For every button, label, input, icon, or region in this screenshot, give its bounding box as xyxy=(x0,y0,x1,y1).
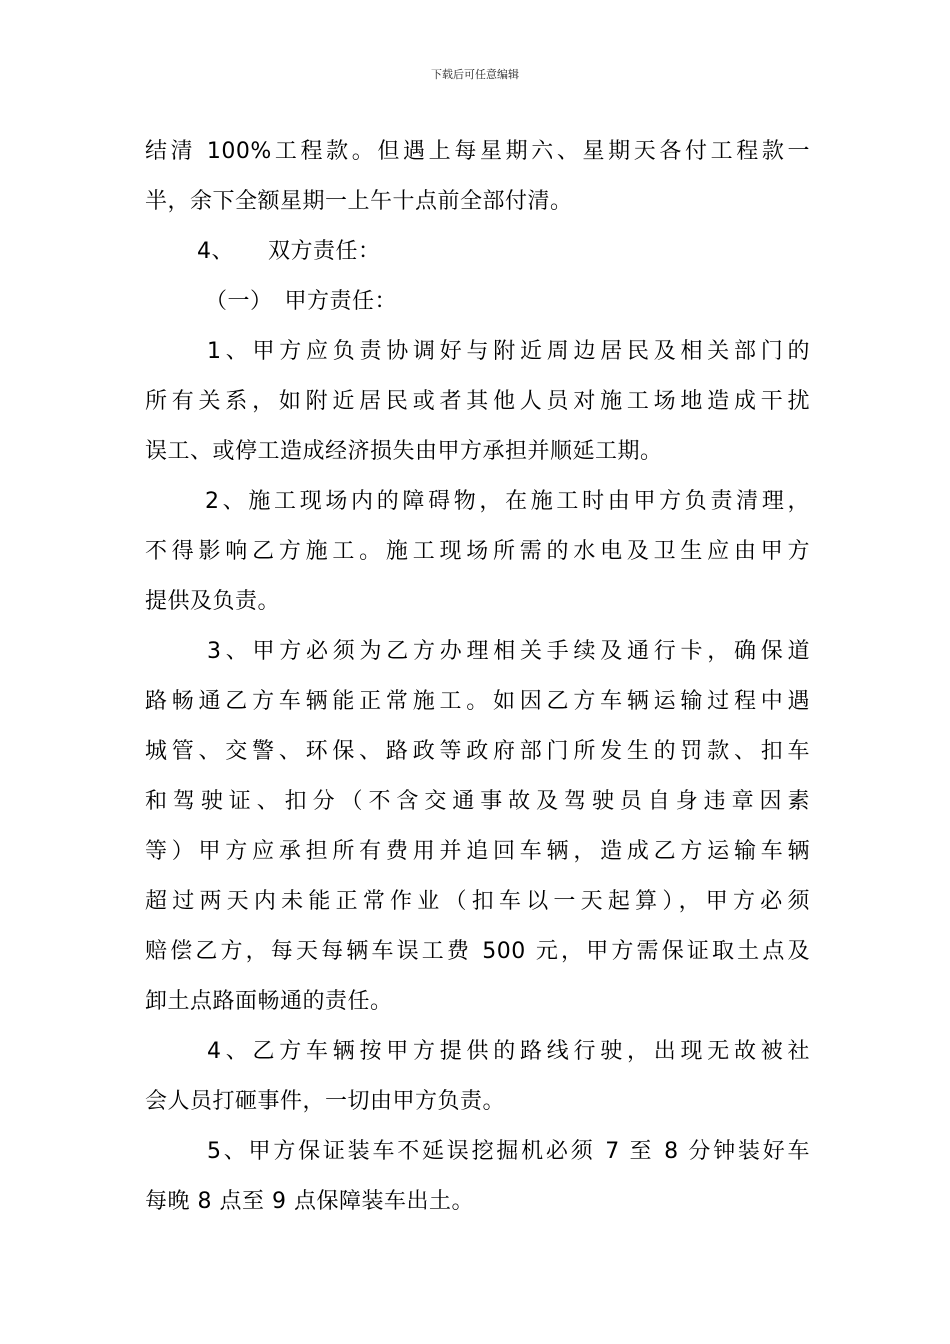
section-heading xyxy=(145,227,810,277)
paragraph-line: 半，余下全额星期一上午十点前全部付清。 xyxy=(145,189,573,214)
paragraph-line: 和驾驶证、扣分（不含交通事故及驾驶员自身违章因素 xyxy=(145,789,810,814)
paragraph-line: 5、甲方保证装车不延误挖掘机必须 7 至 8 分钟装好车 xyxy=(207,1139,810,1164)
paragraph-line: 不得影响乙方施工。施工现场所需的水电及卫生应由甲方 xyxy=(145,539,810,564)
paragraph-line: 3、甲方必须为乙方办理相关手续及通行卡，确保道 xyxy=(207,639,810,664)
paragraph-line: 1、甲方应负责协调好与附近周边居民及相关部门的 xyxy=(207,339,810,364)
paragraph-line: 卸土点路面畅通的责任。 xyxy=(145,989,393,1014)
paragraph-line: 会人员打砸事件，一切由甲方负责。 xyxy=(145,1089,506,1114)
paragraph-line: 超过两天内未能正常作业（扣车以一天起算），甲方必须 xyxy=(145,889,810,914)
page-header: 下载后可任意编辑 xyxy=(431,68,519,81)
paragraph-line: 误工、或停工造成经济损失由甲方承担并顺延工期。 xyxy=(145,439,663,464)
paragraph-line: 结清 100%工程款。但遇上每星期六、星期天各付工程款一 xyxy=(145,139,810,164)
paragraph-line: 每晚 8 点至 9 点保障装车出土。 xyxy=(145,1189,474,1214)
paragraph-line: 等）甲方应承担所有费用并追回车辆，造成乙方运输车辆 xyxy=(145,839,810,864)
subsection-heading xyxy=(145,277,810,327)
paragraph-line: 赔偿乙方，每天每辆车误工费 500 元，甲方需保证取土点及 xyxy=(145,939,810,964)
subsection-title: 甲方责任： xyxy=(284,289,398,314)
paragraph-line: 路畅通乙方车辆能正常施工。如因乙方车辆运输过程中遇 xyxy=(145,689,810,714)
section-number: 4、 xyxy=(197,239,234,264)
paragraph-line: 提供及负责。 xyxy=(145,589,281,614)
section-title: 双方责任： xyxy=(268,239,381,264)
subsection-number: （一） xyxy=(205,289,273,314)
document-body xyxy=(145,127,810,1227)
paragraph-line: 4、乙方车辆按甲方提供的路线行驶，出现无故被社 xyxy=(207,1039,810,1064)
paragraph-line: 2、施工现场内的障碍物，在施工时由甲方负责清理， xyxy=(205,489,810,514)
paragraph-line: 所有关系，如附近居民或者其他人员对施工场地造成干扰 xyxy=(145,389,810,414)
paragraph-line: 城管、交警、环保、路政等政府部门所发生的罚款、扣车 xyxy=(145,739,810,764)
